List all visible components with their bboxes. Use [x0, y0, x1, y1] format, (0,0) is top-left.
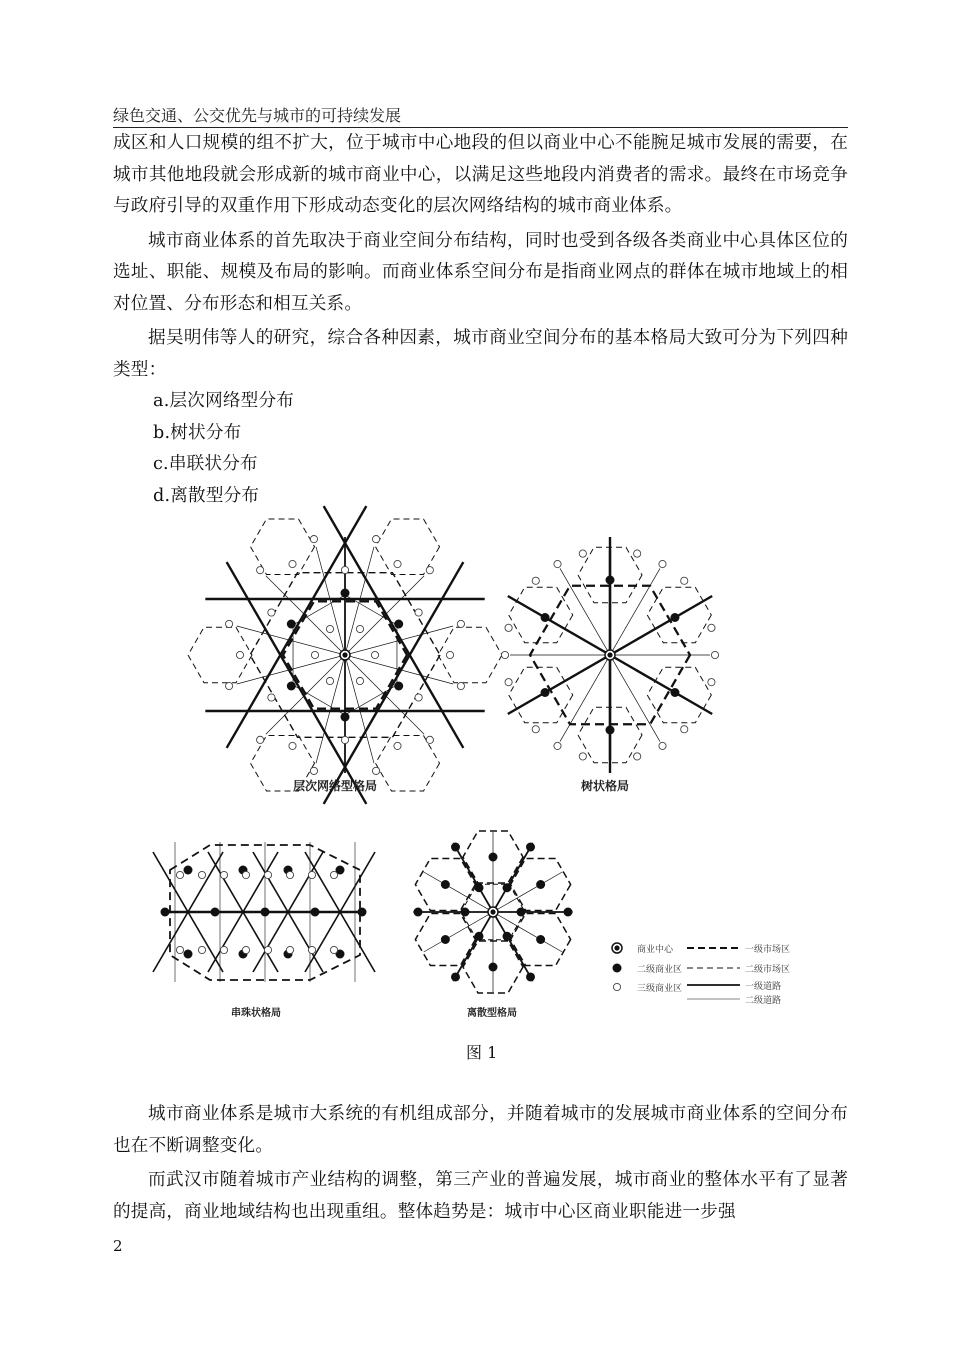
- tertiary-node: [341, 736, 348, 743]
- secondary-node: [184, 866, 193, 875]
- tertiary-node: [426, 567, 433, 574]
- secondary-node: [341, 713, 350, 722]
- secondary-node: [261, 908, 270, 917]
- secondary-node: [394, 682, 403, 691]
- tertiary-node: [289, 560, 296, 567]
- secondary-node: [451, 843, 460, 852]
- tertiary-node: [264, 946, 271, 953]
- tertiary-node: [532, 577, 539, 584]
- tertiary-node: [308, 871, 315, 878]
- tertiary-node: [372, 767, 379, 774]
- list-item: c.串联状分布: [153, 454, 258, 474]
- tertiary-node: [286, 946, 293, 953]
- tertiary-node: [426, 736, 433, 743]
- legend-road1-label: 一级道路: [745, 982, 782, 992]
- caption-hierarchical: 层次网络型格局: [293, 779, 378, 793]
- tertiary-node: [415, 609, 422, 616]
- tertiary-node: [264, 871, 271, 878]
- tertiary-node: [268, 609, 275, 616]
- tertiary-node: [330, 946, 337, 953]
- secondary-node: [184, 950, 193, 959]
- secondary-node: [475, 883, 484, 892]
- diagram-string: [153, 842, 375, 982]
- tertiary-node: [634, 550, 641, 557]
- secondary-node: [503, 932, 512, 941]
- tertiary-node: [554, 560, 561, 567]
- tertiary-node: [330, 871, 337, 878]
- tertiary-node: [268, 694, 275, 701]
- tertiary-node: [457, 682, 464, 689]
- tertiary-node: [613, 983, 620, 990]
- tertiary-node: [579, 550, 586, 557]
- secondary-node: [606, 726, 615, 735]
- tertiary-node: [326, 625, 333, 632]
- secondary-node: [517, 908, 526, 917]
- secondary-node: [489, 853, 498, 862]
- tertiary-node: [532, 726, 539, 733]
- tertiary-node: [225, 620, 232, 627]
- figure-label: 图 1: [466, 1043, 498, 1062]
- tertiary-node: [242, 871, 249, 878]
- tertiary-node: [308, 946, 315, 953]
- secondary-node: [541, 688, 550, 697]
- legend-market2-label: 二级市场区: [745, 965, 791, 975]
- diagram-discrete: [413, 831, 573, 993]
- tertiary-node: [176, 871, 183, 878]
- tertiary-node: [505, 624, 512, 631]
- tertiary-node: [341, 566, 348, 573]
- secondary-node: [503, 883, 512, 892]
- tertiary-node: [501, 651, 508, 658]
- tertiary-node: [579, 753, 586, 760]
- paragraph-5: 而武汉市随着城市产业结构的调整，第三产业的普遍发展，城市商业的整体水平有了显著的提高，商业地域结构也出现重组。整体趋势是：城市中心区商业职能进一步强: [113, 1170, 848, 1222]
- legend-road2-label: 二级道路: [745, 996, 782, 1006]
- tertiary-node: [457, 620, 464, 627]
- secondary-node: [613, 964, 622, 973]
- secondary-node: [441, 935, 450, 944]
- secondary-node: [475, 932, 484, 941]
- paragraph-4: 城市商业体系是城市大系统的有机组成部分，并随着城市的发展城市商业体系的空间分布也在不断调整变化。: [113, 1104, 848, 1156]
- legend-center-label: 商业中心: [637, 945, 674, 955]
- legend-tertiary-label: 三级商业区: [637, 984, 683, 994]
- list-item: d.离散型分布: [153, 485, 260, 506]
- secondary-node: [287, 682, 296, 691]
- legend-market1-label: 一级市场区: [745, 945, 791, 955]
- center-node: [614, 945, 619, 950]
- body-bottom: [113, 1099, 848, 1228]
- secondary-node: [536, 880, 545, 889]
- tertiary-node: [634, 753, 641, 760]
- tertiary-node: [311, 651, 318, 658]
- tertiary-node: [220, 946, 227, 953]
- secondary-node: [287, 620, 296, 629]
- tertiary-node: [659, 560, 666, 567]
- tertiary-node: [257, 736, 264, 743]
- page-number: 2: [113, 1237, 123, 1255]
- running-header: 绿色交通、公交优先与城市的可持续发展: [113, 106, 402, 125]
- secondary-node: [526, 972, 535, 981]
- secondary-node: [564, 908, 573, 917]
- tertiary-node: [236, 651, 243, 658]
- tertiary-node: [286, 871, 293, 878]
- tertiary-node: [356, 677, 363, 684]
- tertiary-node: [708, 624, 715, 631]
- paragraph-2: 城市商业体系的首先取决于商业空间分布结构，同时也受到各级各类商业中心具体区位的选址、职能、规模及布局的影响。而商业体系空间分布是指商业网点的群体在城市地域上的相对位置、分布形态和相互关系。: [113, 230, 848, 314]
- secondary-node: [394, 620, 403, 629]
- secondary-node: [606, 576, 615, 585]
- legend-secondary-label: 二级商业区: [637, 965, 683, 975]
- tertiary-node: [372, 535, 379, 542]
- center-node: [342, 652, 347, 657]
- tertiary-node: [310, 767, 317, 774]
- tertiary-node: [220, 871, 227, 878]
- secondary-node: [670, 688, 679, 697]
- tertiary-node: [394, 742, 401, 749]
- tertiary-node: [198, 871, 205, 878]
- tertiary-node: [225, 682, 232, 689]
- tertiary-node: [310, 535, 317, 542]
- caption-discrete: 离散型格局: [467, 1008, 517, 1019]
- list-item: a.层次网络型分布: [153, 391, 295, 411]
- tertiary-node: [326, 677, 333, 684]
- tertiary-node: [176, 946, 183, 953]
- secondary-node: [341, 589, 350, 598]
- tertiary-node: [708, 679, 715, 686]
- diagram-tree: [501, 537, 718, 773]
- tertiary-node: [198, 946, 205, 953]
- center-node: [607, 652, 612, 657]
- tertiary-node: [659, 742, 666, 749]
- secondary-node: [489, 963, 498, 972]
- secondary-node: [451, 972, 460, 981]
- secondary-node: [670, 613, 679, 622]
- diagram-hierarchical-network: [188, 506, 502, 804]
- tertiary-node: [257, 567, 264, 574]
- secondary-node: [311, 908, 320, 917]
- secondary-node: [161, 908, 170, 917]
- secondary-node: [461, 908, 470, 917]
- paragraph-3: 据吴明伟等人的研究，综合各种因素，城市商业空间分布的基本格局大致可分为下列四种类型：: [113, 328, 848, 380]
- tertiary-node: [289, 742, 296, 749]
- tertiary-node: [681, 726, 688, 733]
- secondary-node: [536, 935, 545, 944]
- tertiary-node: [356, 625, 363, 632]
- paragraph-1: 成区和人口规模的组不扩大，位于城市中心地段的但以商业中心不能腕足城市发展的需要，在城市其他地段就会形成新的城市商业中心，以满足这些地段内消费者的需求。最终在市场竞争与政府引导的双重作用下形成动态变化的层次网络结构的城市商业体系。: [113, 133, 848, 216]
- caption-string: 串珠状格局: [231, 1008, 281, 1019]
- caption-tree: 树状格局: [581, 779, 630, 793]
- tertiary-node: [554, 742, 561, 749]
- secondary-node: [541, 613, 550, 622]
- tertiary-node: [371, 651, 378, 658]
- tertiary-node: [505, 679, 512, 686]
- secondary-node: [414, 908, 423, 917]
- tertiary-node: [242, 946, 249, 953]
- secondary-node: [441, 880, 450, 889]
- tertiary-node: [394, 560, 401, 567]
- tertiary-node: [446, 651, 453, 658]
- secondary-node: [211, 908, 220, 917]
- tertiary-node: [711, 651, 718, 658]
- secondary-node: [526, 843, 535, 852]
- list-item: b.树状分布: [153, 422, 242, 443]
- center-node: [490, 909, 495, 914]
- tertiary-node: [415, 694, 422, 701]
- tertiary-node: [681, 577, 688, 584]
- secondary-node: [358, 908, 367, 917]
